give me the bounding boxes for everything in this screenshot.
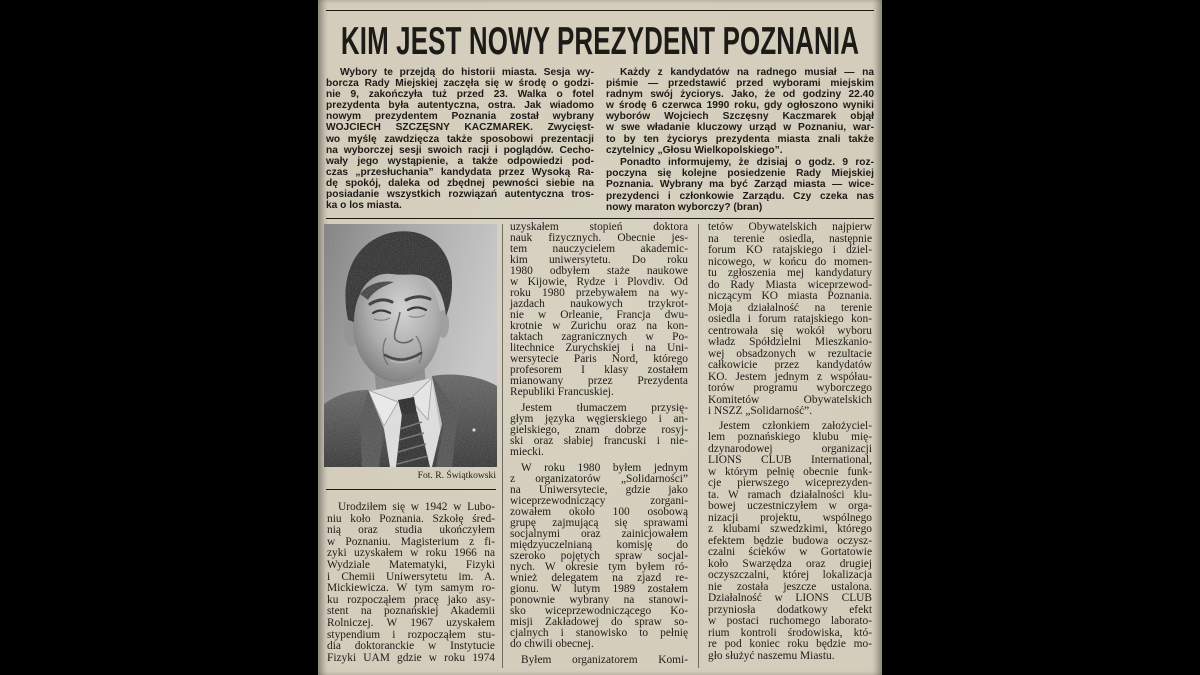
body-line-text: Wydziale Matematyki, Fizyki — [327, 558, 495, 571]
body-line — [510, 447, 688, 458]
body-column-1 — [327, 502, 495, 664]
body-line-text: roku 1980 przebywałem na wy- — [510, 287, 688, 299]
intro-line — [606, 111, 874, 122]
intro-divider — [326, 218, 874, 219]
body-line-text: i NSZZ „Solidarność”. — [708, 405, 813, 417]
photo-caption: Fot. R. Świątkowski — [417, 470, 496, 481]
body-line-text: osiedla i forum ratajskiego kon- — [708, 313, 872, 325]
body-line — [327, 502, 495, 514]
column-rule-1 — [502, 224, 503, 668]
intro-line-text: w swe władanie kluczowy urząd w Poznaniu, war- — [606, 122, 874, 134]
body-line — [510, 387, 688, 398]
body-line-text: w którym pełnię obecnie funk- — [708, 465, 872, 478]
intro-line — [606, 67, 874, 78]
headline-text: KIM JEST NOWY PREZYDENT POZNANIA — [340, 20, 860, 63]
intro-line — [606, 145, 874, 156]
body-line-text: nicowego, w końcu do momen- — [708, 255, 872, 268]
body-line-text: Byłem organizatorem Komi- — [521, 654, 688, 666]
intro-line-text: Każdy z kandydatów na radnego musiał — na — [620, 67, 874, 78]
intro-line — [326, 111, 594, 122]
body-line-text: wersytecie Paris Nord, którego — [510, 353, 688, 365]
body-column-3 — [708, 222, 872, 662]
body-line-text: 1980 odbyłem staże naukowe — [510, 265, 688, 277]
body-line-text: szeroko pojętych spraw socjal- — [510, 550, 688, 562]
body-line-text: do chwili obecnej. — [510, 638, 594, 650]
body-line — [708, 432, 872, 444]
body-line-text: wnież delegatem na zjazd re- — [510, 572, 688, 584]
intro-line-text: Ponadto informujemy, że dzisiaj o godz. 9 roz- — [620, 157, 874, 169]
body-line-text: Moja działalność na terenie — [708, 301, 872, 314]
body-line-text: zyki uzyskałem w roku 1966 na — [327, 547, 495, 560]
intro-column-right — [606, 67, 874, 213]
body-line-text: władz Spółdzielni Mieszkanio- — [708, 336, 872, 348]
body-line-text: w Kijowie, Rydze i Plovdiv. Od — [510, 276, 688, 288]
intro-line — [326, 167, 594, 178]
body-line-text: Jestem tłumaczem przysię- — [521, 402, 688, 414]
body-line — [708, 478, 872, 490]
body-line-text: Działalność w LIONS CLUB — [708, 592, 872, 604]
body-line-text: wiceprzewodniczący zorgani- — [510, 495, 688, 507]
intro-line-text: Poznania. Wybrany ma być Zarząd miasta — wice- — [606, 179, 874, 191]
body-line-text: tem nauczycielem akademic- — [510, 243, 688, 255]
intro-line — [606, 134, 874, 145]
body-line-text: socjalnymi oraz zainicjowałem — [510, 528, 688, 540]
body-paragraph — [510, 655, 688, 666]
body-line-text: gielskiego, znam dobrze rosyj- — [510, 424, 688, 436]
body-line-text: LIONS CLUB International, — [708, 454, 872, 466]
body-line-text: międzyuczelnianą komisję do — [510, 539, 688, 551]
intro-line-text: prezydenta była autentyczna, ostra. Jak wiadomo — [326, 100, 594, 112]
body-line-text: W roku 1980 byłem jednym — [521, 462, 688, 474]
body-line-text: grupę zajmującą się sprawami — [510, 517, 688, 529]
intro-line — [326, 156, 594, 167]
body-line-text: efektem będzie budowa oczysz- — [708, 534, 872, 547]
intro-line-text: wo myślę zawdzięcza także sposobowi prezentacji — [326, 133, 594, 145]
body-line-text: koło Swarzędza oraz drugiej — [708, 557, 872, 570]
body-line-text: Mickiewicza. W tym samym ro- — [327, 582, 495, 595]
body-paragraph — [327, 502, 495, 664]
body-paragraph — [510, 463, 688, 650]
intro-line — [326, 189, 594, 200]
intro-line — [606, 89, 874, 100]
body-line-text: cje pierwszego wiceprezyden- — [708, 477, 872, 489]
intro-line — [606, 202, 874, 213]
body-line-text: Fizyki UAM gdzie w roku 1974 — [327, 651, 495, 664]
caption-divider — [326, 489, 496, 490]
body-line-text: taktach zagranicznych w Po- — [510, 331, 688, 343]
intro-column-left — [326, 67, 594, 211]
body-line-text: nie w Orleanie, Francja dwu- — [510, 309, 688, 321]
intro-line — [606, 100, 874, 111]
body-line — [708, 616, 872, 628]
body-line-text: jazdach naukowych trzykrot- — [510, 298, 688, 310]
body-line-text: i Chemii Uniwersytetu im. A. — [327, 570, 495, 583]
body-line-text: oczyszczalni, której lokalizacja — [708, 569, 872, 581]
body-line — [708, 593, 872, 605]
body-line-text: niu koło Poznania. Szkołę śred- — [327, 512, 495, 525]
intro-line — [326, 78, 594, 89]
body-line — [327, 653, 495, 665]
body-line-text: stypendium i rozpocząłem stu- — [327, 628, 495, 641]
body-line — [708, 501, 872, 513]
body-line-text: mianowany przez Prezydenta — [510, 375, 688, 387]
body-line-text: Rolniczej. W 1967 uzyskałem — [327, 616, 495, 629]
body-line-text: w Poznaniu. Magisterium z fi- — [327, 535, 495, 548]
body-line-text: ku rozpocząłem pracę jako asy- — [327, 593, 495, 606]
intro-line — [326, 122, 594, 133]
body-line — [708, 291, 872, 303]
body-line-text: w postaci ruchomego laborato- — [708, 615, 872, 627]
intro-line-text: ka o los miasta. — [326, 200, 402, 212]
body-line-text: z organizatorów „Solidarności” — [510, 473, 688, 485]
body-line — [708, 524, 872, 536]
newspaper-clipping — [318, 0, 882, 675]
body-line-text: Jestem członkiem założyciel- — [719, 419, 872, 432]
body-line-text: przyniosła dodatkowy efekt — [708, 603, 872, 616]
column-rule-2 — [698, 224, 699, 668]
body-paragraph — [510, 403, 688, 458]
body-line-text: z klubami szwedzkimi, którego — [708, 523, 872, 535]
intro-line — [606, 191, 874, 202]
body-line-text: misji Zakładowej do spraw so- — [510, 616, 688, 628]
body-line — [708, 547, 872, 559]
body-line-text: nych. W okresie tym byłem ró- — [510, 561, 688, 573]
body-line-text: Komitetów Obywatelskich — [708, 393, 872, 406]
body-line-text: KO. Jestem jednym z współau- — [708, 370, 872, 383]
body-line-text: lem poznańskiego klubu mię- — [708, 431, 872, 443]
body-line — [708, 455, 872, 467]
body-line — [708, 314, 872, 326]
body-line-text: re pod koniec roku będzie mo- — [708, 638, 872, 650]
body-line-text: uzyskałem stopień doktora — [510, 221, 688, 233]
body-line-text: ta. W ramach działalności klu- — [708, 488, 872, 501]
body-line-text: Republiki Francuskiej. — [510, 386, 614, 398]
body-line-text: nie została jeszcze ustalona. — [708, 580, 872, 593]
intro-line — [326, 100, 594, 111]
body-line-text: profesorem I klasy zostałem — [510, 364, 688, 376]
intro-line-text: w środę 6 czerwca 1990 roku, gdy ogłoszono wyniki — [606, 100, 874, 112]
body-line — [510, 639, 688, 650]
body-line — [510, 655, 688, 666]
body-line — [708, 268, 872, 280]
body-line-text: torów programu wyborczego — [708, 382, 872, 394]
body-line-text: ponownie wybrany na stanowi- — [510, 594, 688, 606]
body-line-text: czalni ścieków w Gortatowie — [708, 546, 872, 558]
body-line-text: dzynarodowej organizacji — [708, 442, 872, 455]
body-line — [327, 583, 495, 595]
intro-line-text: czas „przesłuchania” kandydata przez Wysoką Ra- — [326, 166, 594, 178]
top-rule — [326, 10, 874, 11]
body-line — [327, 560, 495, 572]
intro-line — [606, 179, 874, 190]
body-line-text: gło służyć naszemu Miastu. — [708, 649, 835, 662]
body-line — [708, 337, 872, 349]
body-line — [708, 406, 872, 418]
body-line — [327, 641, 495, 653]
intro-line — [606, 78, 874, 89]
headline — [327, 22, 872, 61]
intro-line-text: nie 9, zakończyła tuż przed 23. Walka o fotel — [326, 89, 594, 101]
intro-line-text: poczyna się kolejne posiedzenie Rady Miejskiej — [606, 168, 874, 180]
intro-line-text: borcza Rady Miejskiej zaczęła się w środę o godzi- — [326, 78, 594, 90]
body-line — [708, 651, 872, 663]
intro-line-text: WOJCIECH SZCZĘSNY KACZMAREK. Zwycięst- — [326, 122, 594, 134]
body-line-text: niczącym KO miasta Poznania. — [708, 290, 872, 302]
body-line-text: głym języka węgierskiego i an- — [510, 413, 688, 425]
body-line — [708, 360, 872, 372]
intro-line-text: Wybory te przejdą do historii miasta. Sesja wy- — [340, 67, 594, 78]
body-line-text: wej obsadzonych w rezultacie — [708, 347, 872, 360]
intro-line — [326, 67, 594, 78]
body-column-2 — [510, 222, 688, 666]
body-line-text: całkowicie przez kandydatów — [708, 359, 872, 371]
intro-paragraph — [326, 67, 594, 211]
intro-paragraph — [606, 157, 874, 212]
intro-line — [606, 168, 874, 179]
intro-line — [326, 134, 594, 145]
body-line — [708, 222, 872, 234]
intro-line-text: piśmie — przedstawić przed wyborami miejskim — [606, 78, 874, 90]
intro-line-text: radnym swój życiorys. Jako, że od godziny 22.40 — [606, 89, 874, 101]
intro-line-text: to by ten życiorys prezydenta miasta znali także — [606, 133, 874, 145]
body-line-text: nią oraz studia ukończyłem — [327, 524, 495, 537]
body-line-text: zowałem około 100 osobową — [510, 506, 688, 518]
intro-line — [326, 200, 594, 211]
body-line-text: forum KO ratajskiego i dziel- — [708, 244, 872, 256]
body-line-text: bowej uczestniczyłem w orga- — [708, 500, 872, 512]
body-line-text: nauk fizycznych. Obecnie jes- — [510, 232, 688, 244]
intro-line-text: nowy maraton wyborczy? (bran) — [606, 201, 763, 213]
body-line — [708, 245, 872, 257]
body-line-text: dia doktoranckie w Instytucie — [327, 640, 495, 653]
body-line-text: tetów Obywatelskich najpierw — [708, 221, 872, 233]
body-paragraph — [510, 222, 688, 398]
body-line-text: miecki. — [510, 446, 544, 458]
body-line-text: ski oraz słabiej francuski i nie- — [510, 435, 688, 447]
body-line-text: krotnie w Zurichu oraz na kon- — [510, 320, 688, 332]
body-line-text: rium kontroli środowiska, któ- — [708, 626, 872, 639]
body-line-text: tu zgłoszenia mej kandydatury — [708, 267, 872, 279]
body-line-text: centrowała się wokół wyboru — [708, 324, 872, 337]
intro-line-text: czytelnicy „Głosu Wielkopolskiego”. — [606, 144, 783, 156]
body-line-text: gionu. W lutym 1989 zostałem — [510, 583, 688, 595]
body-paragraph — [708, 421, 872, 663]
body-line — [708, 383, 872, 395]
body-line-text: litechnice Zurychskiej i na Uni- — [510, 342, 688, 354]
body-line-text: nizacji projektu, wspólnego — [708, 511, 872, 524]
body-line-text: stent na poznańskiej Akademii — [327, 605, 495, 618]
intro-line — [326, 145, 594, 156]
body-paragraph — [708, 222, 872, 418]
body-line-text: kim uniwersytetu. Do roku — [510, 254, 688, 266]
intro-line-text: wały jego wystąpienie, a także odpowiedzi pod- — [326, 155, 594, 167]
intro-line-text: na wyborczej sesji swoich racji i poglądów. Cecho- — [326, 144, 594, 156]
intro-line — [606, 157, 874, 168]
body-line-text: Urodziłem się w 1942 w Lubo- — [338, 501, 495, 513]
body-line — [708, 570, 872, 582]
portrait-photo — [324, 224, 497, 467]
intro-line-text: posiadanie wszystkich rozwiązań autentyczna tros- — [326, 189, 594, 201]
intro-line-text: dę spokój, daleka od zbędnej pewności siebie na — [326, 177, 594, 189]
body-line — [327, 618, 495, 630]
intro-line-text: prezydenci i członkowie Zarządu. Czy czeka nas — [606, 190, 874, 202]
intro-line — [606, 122, 874, 133]
intro-line — [326, 178, 594, 189]
body-line-text: cjalnych i stanowisko to pełnię — [510, 627, 688, 639]
body-line-text: sko wiceprzewodniczącego Ko- — [510, 605, 688, 617]
body-line-text: na Uniwersytecie, gdzie jako — [510, 484, 688, 496]
intro-paragraph — [606, 67, 874, 156]
body-line — [708, 639, 872, 651]
intro-line-text: wyborów Wojciech Szczęsny Kaczmarek objął — [606, 111, 874, 123]
intro-line — [326, 89, 594, 100]
intro-line-text: nowym prezydentem Poznania został wybrany — [326, 111, 594, 123]
body-line-text: na terenie osiedla, następnie — [708, 232, 872, 245]
body-line-text: do Rady Miasta wiceprzewod- — [708, 278, 872, 291]
